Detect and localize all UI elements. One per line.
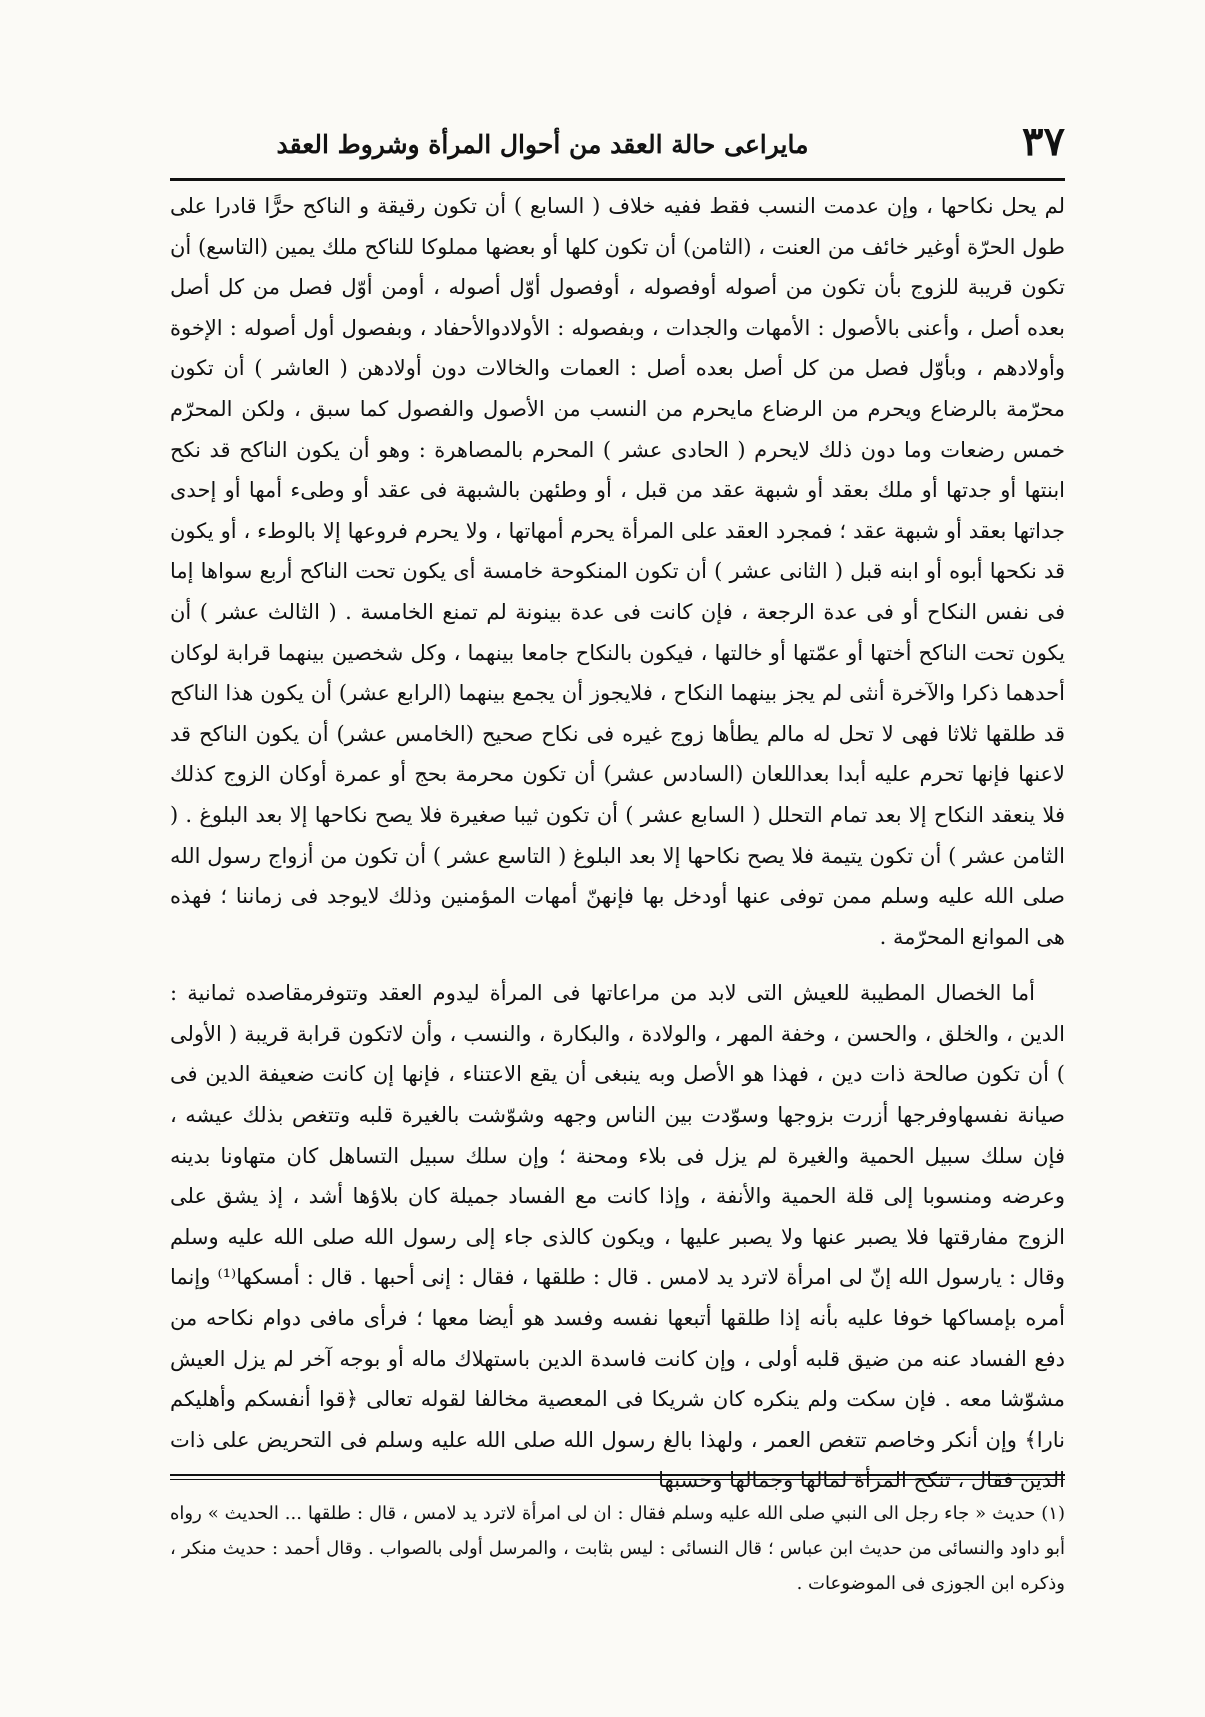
page-number: ٣٧ (1022, 118, 1065, 165)
footnote-rule (170, 1474, 1065, 1476)
footnote-rule-thin (170, 1479, 1065, 1480)
running-title: مايراعى حالة العقد من أحوال المرأة وشروط العقد (276, 130, 809, 159)
paragraph: أما الخصال المطيبة للعيش التى لابد من مراعاتها فى المرأة ليدوم العقد وتتوفرمقاصده ثمانية : الدين ، والخلق ، والحسن ، وخفة المهر ، والولادة ، والبكارة ، والنسب ، وأن لاتكون قرابة قريبة ( الأولى ) أن تكون صالحة ذات دين ، فهذا هو الأصل وبه ينبغى أن يقع الاعتناء ، فإنها إن كانت ضعيفة الدين فى صيانة نفسهاوفرجها أزرت بزوجها وسوّدت بين الناس وجهه وشوّشت بالغيرة قلبه وتتغص بذلك عيشه ، فإن سلك سبيل الحمية والغيرة لم يزل فى بلاء ومحنة ؛ وإن سلك سبيل التساهل كان متهاونا بدينه وعرضه ومنسوبا إلى قلة الحمية والأنفة ، وإذا كانت مع الفساد جميلة كان بلاؤها أشد ، إذ يشق على الزوج مفارقتها فلا يصبر عنها ولا يصبر عليها ، ويكون كالذى جاء إلى رسول الله صلى الله عليه وسلم وقال : يارسول الله إنّ لى امرأة لاترد يد لامس . قال : طلقها ، فقال : إنى أحبها . قال : أمسكها⁽¹⁾ وإنما أمره بإمساكها خوفا عليه بأنه إذا طلقها أتبعها نفسه وفسد هو أيضا معها ؛ فرأى مافى دوام نكاحه من دفع الفساد عنه من ضيق قلبه أولى ، وإن كانت فاسدة الدين باستهلاك ماله أو بوجه آخر لم يزل العيش مشوّشا معه . فإن سكت ولم ينكره كان شريكا فى المعصية مخالفا لقوله تعالى ﴿قوا أنفسكم وأهليكم نارا﴾ وإن أنكر وخاصم تتغص العمر ، ولهذا بالغ رسول الله صلى الله عليه وسلم فى التحريض على ذات الدين فقال ، تنكح المرأة لمالها وجمالها وحسبها (170, 981, 1065, 1493)
header-rule (170, 178, 1065, 181)
main-text (170, 186, 1065, 1501)
footnote (170, 1496, 1065, 1601)
paragraph: لم يحل نكاحها ، وإن عدمت النسب فقط ففيه خلاف ( السابع ) أن تكون رقيقة و الناكح حرًّا قادرا على طول الحرّة أوغير خائف من العنت ، (الثامن) أن تكون كلها أو بعضها مملوكا للناكح ملك يمين (التاسع) أن تكون قريبة للزوج بأن تكون من أصوله أوفصوله ، أوفصول أوّل أصوله ، أومن أوّل فصل من كل أصل بعده أصل ، وأعنى بالأصول : الأمهات والجدات ، وبفصوله : الأولادوالأحفاد ، وبفصول أول أصوله : الإخوة وأولادهم ، وبأوّل فصل من كل أصل بعده أصل : العمات والخالات دون أولادهن ( العاشر ) أن تكون محرّمة بالرضاع ويحرم من الرضاع مايحرم من النسب من الأصول والفصول كما سبق ، ولكن المحرّم خمس رضعات وما دون ذلك لايحرم ( الحادى عشر ) المحرم بالمصاهرة : وهو أن يكون الناكح قد نكح ابنتها أو جدتها أو ملك بعقد أو شبهة عقد من قبل ، أو وطئهن بالشبهة فى عقد أو وطىء أمها أو إحدى جداتها بعقد أو شبهة عقد ؛ فمجرد العقد على المرأة يحرم أمهاتها ، ولا يحرم فروعها إلا بالوطء ، أو يكون قد نكحها أبوه أو ابنه قبل ( الثانى عشر ) أن تكون المنكوحة خامسة أى يكون تحت الناكح أربع سواها إما فى نفس النكاح أو فى عدة الرجعة ، فإن كانت فى عدة بينونة لم تمنع الخامسة . ( الثالث عشر ) أن يكون تحت الناكح أختها أو عمّتها أو خالتها ، فيكون بالنكاح جامعا بينهما ، وكل شخصين بينهما قرابة لوكان أحدهما ذكرا والآخرة أنثى لم يجز بينهما النكاح ، فلايجوز أن يجمع بينهما (الرابع عشر) أن يكون هذا الناكح قد طلقها ثلاثا فهى لا تحل له مالم يطأها زوج غيره فى نكاح صحيح (الخامس عشر) أن يكون الناكح قد لاعنها فإنها تحرم عليه أبدا بعداللعان (السادس عشر) أن تكون محرمة بحج أو عمرة أوكان الزوج كذلك فلا ينعقد النكاح إلا بعد تمام التحلل ( السابع عشر ) أن تكون ثيبا صغيرة فلا يصح نكاحها إلا بعد البلوغ . ( الثامن عشر ) أن تكون يتيمة فلا يصح نكاحها إلا بعد البلوغ ( التاسع عشر ) أن تكون من أزواج رسول الله صلى الله عليه وسلم ممن توفى عنها أودخل بها فإنهنّ أمهات المؤمنين وذلك لايوجد فى زماننا ؛ فهذه هى الموانع المحرّمة . (170, 194, 1065, 949)
footnote-text: (١) حديث « جاء رجل الى النبي صلى الله عليه وسلم فقال : ان لى امرأة لاترد يد لامس ، قال : طلقها ... الحديث » رواه أبو داود والنسائى من حديث ابن عباس ؛ قال النسائى : ليس بثابت ، والمرسل أولى بالصواب . وقال أحمد : حديث منكر ، وذكره ابن الجوزى فى الموضوعات . (170, 1503, 1065, 1594)
page-header (170, 118, 1065, 178)
